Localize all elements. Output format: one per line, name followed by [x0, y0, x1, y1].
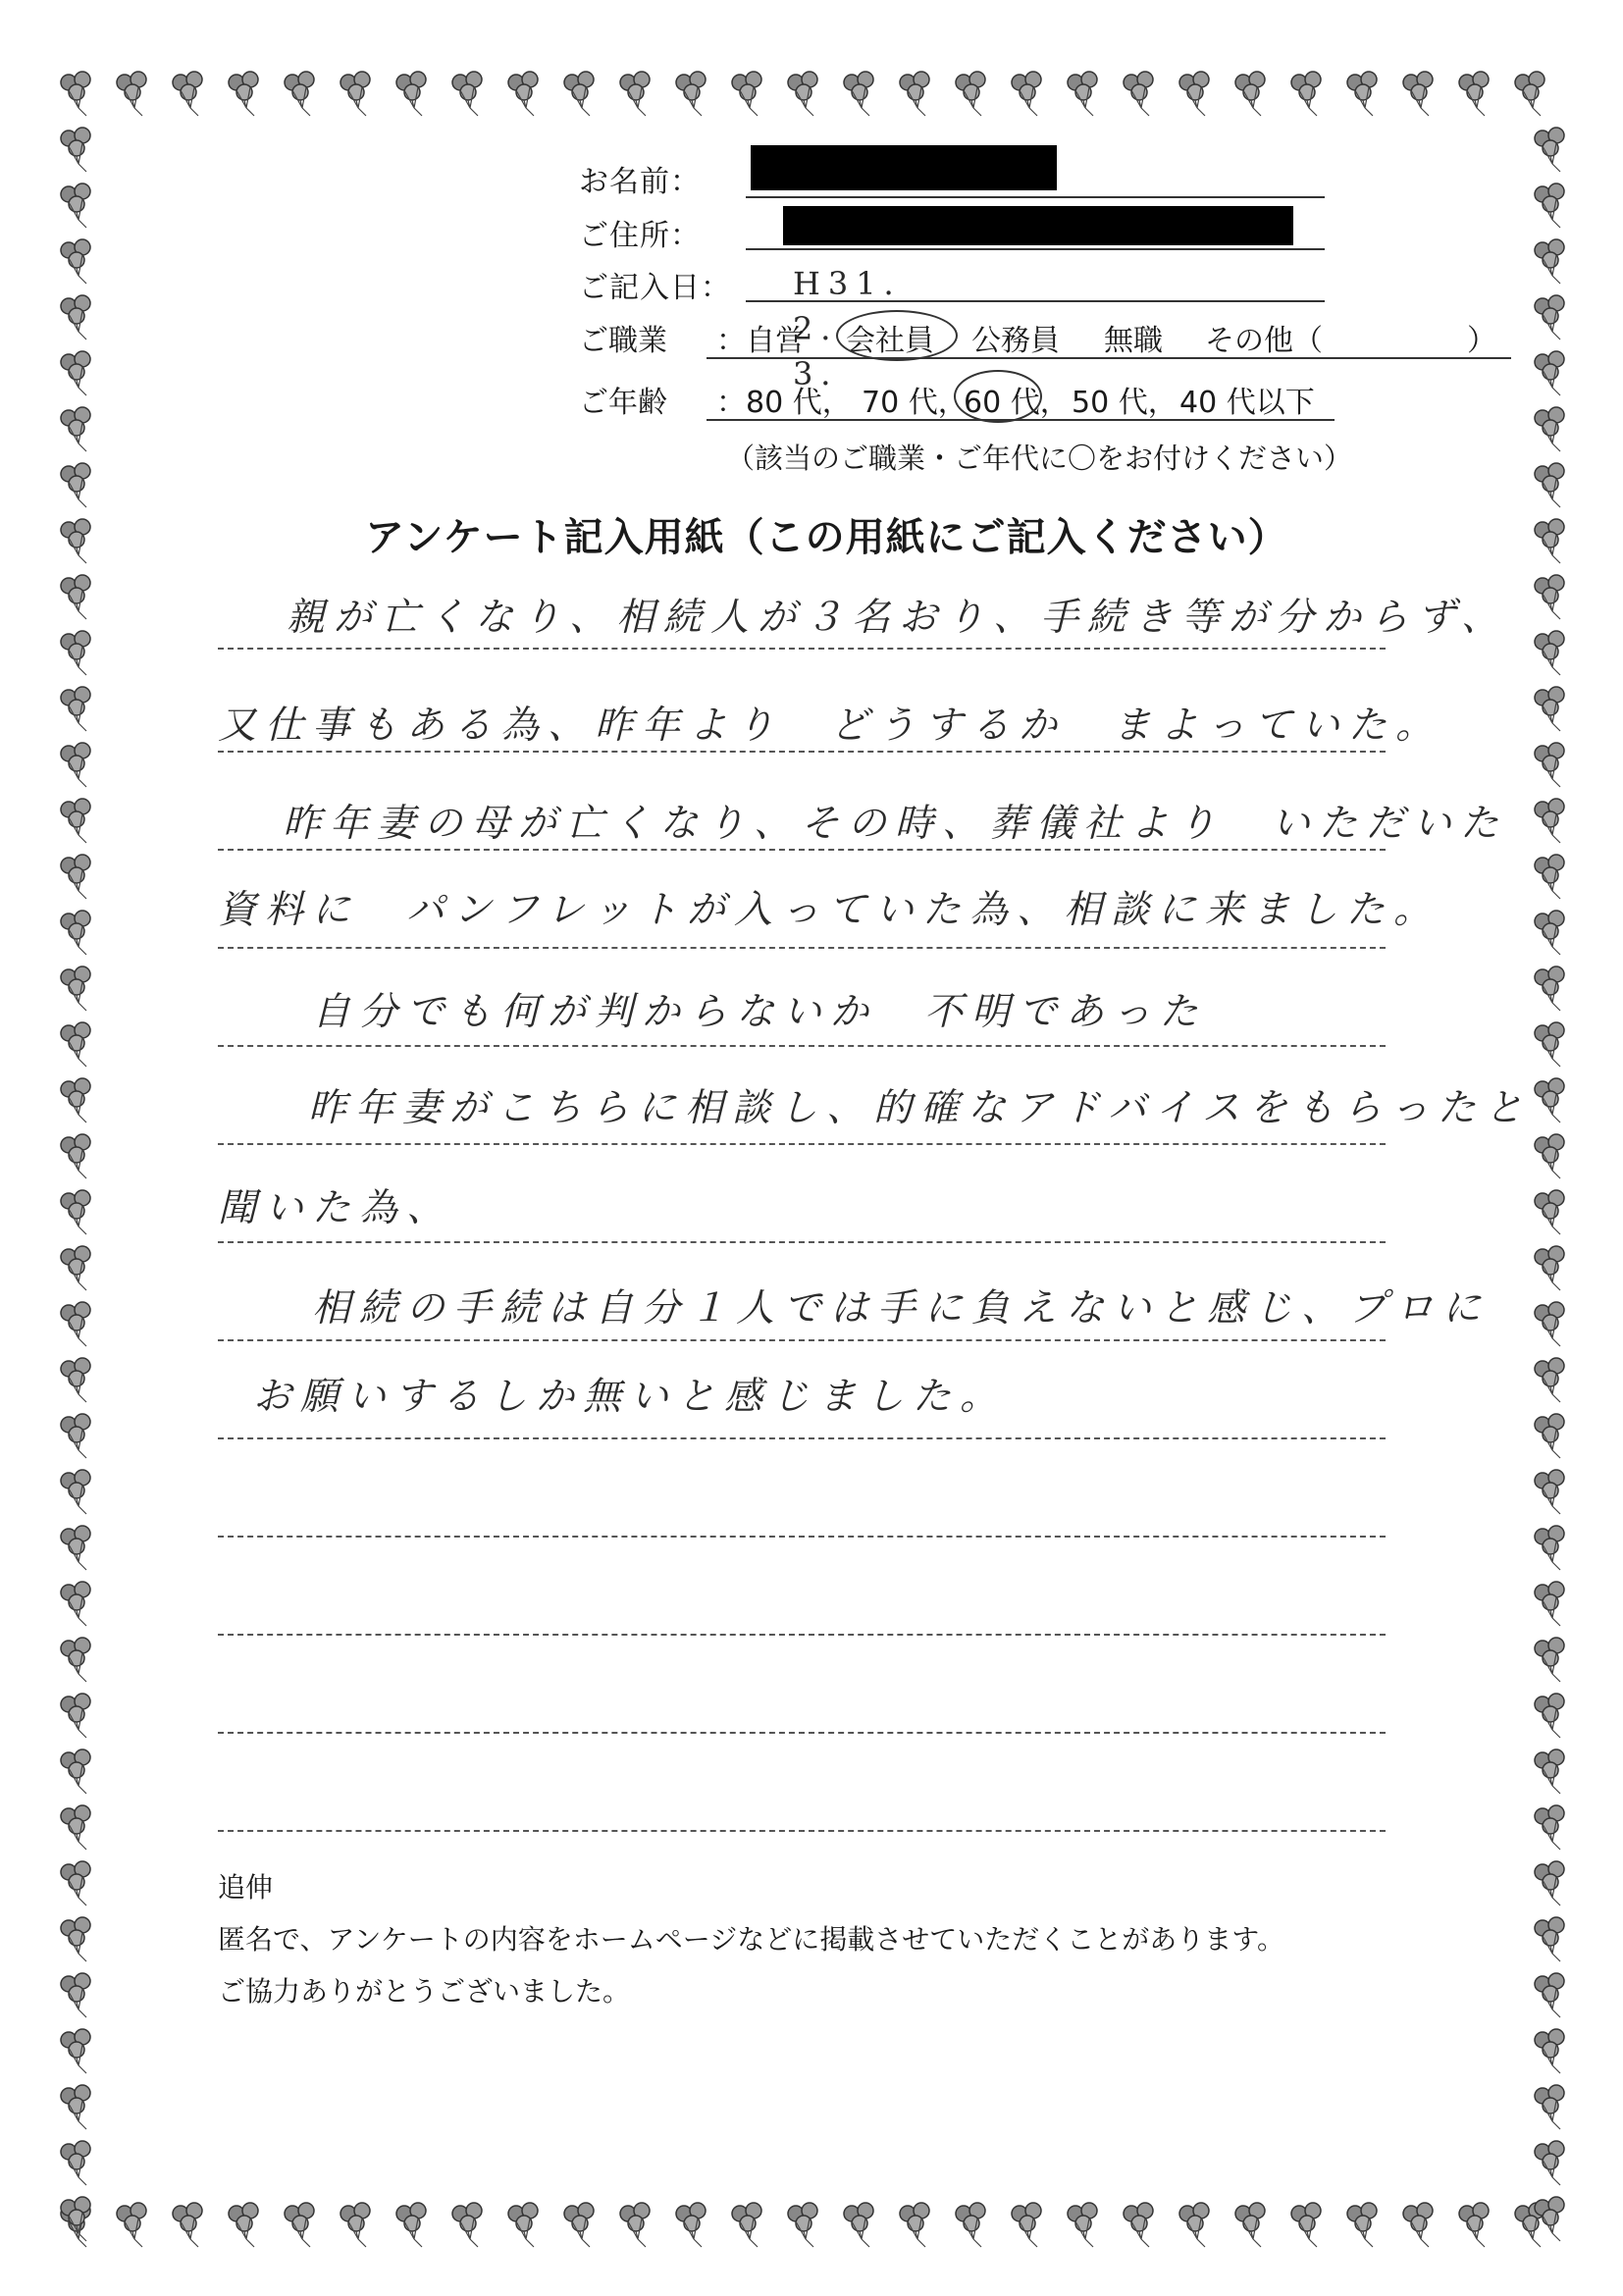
balloon-cluster-icon	[1535, 1749, 1564, 1794]
balloon-cluster-icon	[1535, 407, 1564, 451]
balloon-cluster-icon	[508, 72, 538, 116]
balloon-cluster-icon	[1535, 1805, 1564, 1850]
occupation-selected-circle	[836, 310, 958, 361]
occupation-row	[579, 316, 1501, 359]
balloon-cluster-icon	[61, 1022, 90, 1067]
balloon-cluster-icon	[61, 1638, 90, 1682]
occupation-option-civil-servant: 公務員	[971, 324, 1060, 358]
balloon-cluster-icon	[1535, 1190, 1564, 1234]
date-label: ご記入日：	[579, 271, 731, 305]
balloon-cluster-icon	[173, 72, 202, 116]
balloon-cluster-icon	[61, 1749, 90, 1794]
balloon-cluster-icon	[1535, 1917, 1564, 1961]
ruled-line-4	[218, 947, 1386, 949]
balloon-cluster-icon	[117, 2203, 146, 2247]
balloon-cluster-icon	[1535, 463, 1564, 507]
balloon-cluster-icon	[620, 72, 650, 116]
balloon-cluster-icon	[1535, 1022, 1564, 1067]
balloon-cluster-icon	[1291, 72, 1321, 116]
address-label: ご住所：	[579, 219, 701, 253]
balloon-cluster-icon	[1535, 911, 1564, 955]
balloon-cluster-icon	[61, 1973, 90, 2017]
answer-line-9: お願いするしか無いと感じました。	[253, 1375, 1008, 1419]
balloon-cluster-icon	[396, 2203, 426, 2247]
selection-instruction: （該当のご職業・ご年代に〇をお付けください）	[726, 442, 1353, 475]
balloon-cluster-icon	[564, 2203, 594, 2247]
balloon-cluster-icon	[61, 911, 90, 955]
balloon-cluster-icon	[1535, 799, 1564, 843]
ruled-line-10	[218, 1536, 1386, 1538]
balloon-cluster-icon	[1535, 1302, 1564, 1346]
ruled-line-5	[218, 1045, 1386, 1047]
balloon-cluster-icon	[1535, 239, 1564, 284]
balloon-cluster-icon	[61, 1358, 90, 1402]
ruled-line-8	[218, 1339, 1386, 1341]
balloon-cluster-icon	[900, 72, 929, 116]
balloon-cluster-icon	[61, 2085, 90, 2129]
ruled-line-1	[218, 648, 1386, 650]
occupation-option-self-employed: 自営	[746, 324, 805, 358]
balloon-cluster-icon	[117, 72, 146, 116]
balloon-cluster-icon	[61, 1694, 90, 1738]
balloon-cluster-icon	[1124, 72, 1153, 116]
balloon-cluster-icon	[1535, 183, 1564, 228]
balloon-cluster-icon	[1012, 72, 1041, 116]
occupation-option-other: その他（	[1205, 324, 1323, 358]
balloon-cluster-icon	[1068, 72, 1097, 116]
balloon-cluster-icon	[229, 2203, 258, 2247]
balloon-cluster-icon	[1535, 1861, 1564, 1905]
balloon-cluster-icon	[1515, 72, 1544, 116]
answer-line-3: 昨年妻の母が亡くなり、その時、葬儀社より いただいた	[283, 802, 1508, 846]
date-value: H31．2．3．	[793, 265, 923, 392]
balloon-cluster-icon	[956, 72, 985, 116]
balloon-cluster-icon	[1535, 1078, 1564, 1122]
balloon-cluster-icon	[1235, 2203, 1265, 2247]
balloon-cluster-icon	[844, 2203, 873, 2247]
balloon-cluster-icon	[61, 1078, 90, 1122]
balloon-cluster-icon	[1068, 2203, 1097, 2247]
balloon-cluster-icon	[452, 72, 482, 116]
balloon-cluster-icon	[61, 1917, 90, 1961]
occupation-colon: ：	[716, 324, 746, 358]
balloon-cluster-icon	[1535, 1694, 1564, 1738]
address-redaction	[783, 206, 1293, 245]
balloon-cluster-icon	[620, 2203, 650, 2247]
balloon-cluster-icon	[61, 295, 90, 339]
balloon-cluster-icon	[508, 2203, 538, 2247]
answer-line-1: 親が亡くなり、相続人が３名おり、手続き等が分からず、	[287, 596, 1508, 640]
balloon-cluster-icon	[1291, 2203, 1321, 2247]
balloon-cluster-icon	[1459, 2203, 1489, 2247]
occupation-option-unemployed: 無職	[1104, 324, 1163, 358]
balloon-cluster-icon	[1124, 2203, 1153, 2247]
balloon-cluster-icon	[61, 1526, 90, 1570]
ruled-line-3	[218, 849, 1386, 851]
answer-line-6: 昨年妻がこちらに相談し、的確なアドバイスをもらったと	[308, 1086, 1532, 1130]
balloon-cluster-icon	[676, 72, 706, 116]
balloon-cluster-icon	[1535, 295, 1564, 339]
age-option-80s: 80 代，	[746, 386, 852, 420]
answer-line-7: 聞いた為、	[218, 1186, 454, 1230]
balloon-cluster-icon	[1535, 1358, 1564, 1402]
balloon-cluster-icon	[1535, 687, 1564, 731]
balloon-cluster-icon	[900, 2203, 929, 2247]
balloon-cluster-icon	[1235, 72, 1265, 116]
balloon-cluster-icon	[396, 72, 426, 116]
balloon-cluster-icon	[732, 2203, 761, 2247]
postscript-heading: 追伸	[218, 1871, 274, 1904]
age-row	[579, 378, 1344, 421]
form-title: アンケート記入用紙（この用紙にご記入ください）	[365, 515, 1288, 560]
balloon-cluster-icon	[61, 799, 90, 843]
balloon-cluster-icon	[61, 463, 90, 507]
balloon-cluster-icon	[1179, 2203, 1209, 2247]
balloon-cluster-icon	[61, 1805, 90, 1850]
occupation-line	[707, 357, 1511, 359]
answer-line-5: 自分でも何が判からないか 不明であった	[312, 990, 1207, 1034]
balloon-cluster-icon	[1535, 1134, 1564, 1178]
balloon-cluster-icon	[956, 2203, 985, 2247]
balloon-cluster-icon	[61, 2029, 90, 2073]
balloon-cluster-icon	[61, 966, 90, 1011]
balloon-cluster-icon	[61, 72, 90, 116]
answer-line-8: 相続の手続は自分１人では手に負えないと感じ、プロに	[312, 1286, 1491, 1331]
name-field-line	[746, 196, 1325, 198]
age-selected-circle	[954, 370, 1042, 423]
balloon-cluster-icon	[61, 1414, 90, 1458]
balloon-cluster-icon	[173, 2203, 202, 2247]
name-label: お名前：	[579, 165, 701, 199]
balloon-cluster-icon	[1535, 1638, 1564, 1682]
balloon-cluster-icon	[61, 1190, 90, 1234]
balloon-cluster-icon	[1535, 351, 1564, 395]
balloon-cluster-icon	[1535, 2029, 1564, 2073]
balloon-cluster-icon	[1535, 631, 1564, 675]
balloon-cluster-icon	[61, 1582, 90, 1626]
balloon-cluster-icon	[732, 72, 761, 116]
balloon-cluster-icon	[61, 1861, 90, 1905]
postscript-line-2: ご協力ありがとうございました。	[218, 1975, 631, 2008]
balloon-cluster-icon	[61, 351, 90, 395]
balloon-cluster-icon	[61, 631, 90, 675]
balloon-cluster-icon	[340, 2203, 370, 2247]
balloon-cluster-icon	[61, 1246, 90, 1290]
balloon-cluster-icon	[564, 72, 594, 116]
ruled-line-2	[218, 751, 1386, 753]
ruled-line-13	[218, 1830, 1386, 1832]
occupation-option-company-employee: 会社員	[846, 324, 934, 358]
balloon-cluster-icon	[1535, 743, 1564, 787]
ruled-line-6	[218, 1143, 1386, 1145]
balloon-cluster-icon	[1459, 72, 1489, 116]
balloon-cluster-icon	[788, 2203, 817, 2247]
balloon-cluster-icon	[61, 1134, 90, 1178]
balloon-cluster-icon	[1347, 72, 1377, 116]
balloon-cluster-icon	[1535, 1526, 1564, 1570]
age-colon: ：	[716, 386, 746, 420]
balloon-cluster-icon	[61, 1470, 90, 1514]
balloon-cluster-icon	[1179, 72, 1209, 116]
balloon-cluster-icon	[1535, 128, 1564, 172]
answer-line-4: 資料に パンフレットが入っていた為、相談に来ました。	[218, 888, 1441, 932]
balloon-cluster-icon	[340, 72, 370, 116]
occupation-other-close: ）	[1467, 324, 1496, 358]
balloon-cluster-icon	[61, 855, 90, 899]
age-option-70s: 70 代，	[862, 386, 968, 420]
age-option-40s-under: 40 代以下	[1179, 386, 1315, 420]
balloon-cluster-icon	[61, 407, 90, 451]
answer-line-2: 又仕事もある為、昨年より どうするか まよっていた。	[218, 704, 1443, 748]
address-field-line	[746, 248, 1325, 250]
balloon-cluster-icon	[788, 72, 817, 116]
balloon-cluster-icon	[1535, 1414, 1564, 1458]
balloon-cluster-icon	[61, 687, 90, 731]
balloon-cluster-icon	[1535, 966, 1564, 1011]
ruled-line-7	[218, 1241, 1386, 1243]
ruled-line-9	[218, 1437, 1386, 1439]
balloon-cluster-icon	[1535, 1246, 1564, 1290]
balloon-cluster-icon	[61, 743, 90, 787]
balloon-cluster-icon	[1535, 2141, 1564, 2185]
balloon-cluster-icon	[61, 519, 90, 563]
balloon-cluster-icon	[1535, 2085, 1564, 2129]
balloon-cluster-icon	[61, 2141, 90, 2185]
occupation-label: ご職業	[579, 324, 667, 358]
age-option-50s: 50 代，	[1072, 386, 1178, 420]
balloon-cluster-icon	[1535, 519, 1564, 563]
balloon-cluster-icon	[1535, 855, 1564, 899]
balloon-cluster-icon	[676, 2203, 706, 2247]
age-option-60s: 60 代，	[964, 386, 1070, 420]
balloon-cluster-icon	[285, 2203, 314, 2247]
balloon-cluster-icon	[285, 72, 314, 116]
balloon-cluster-icon	[229, 72, 258, 116]
balloon-cluster-icon	[1403, 2203, 1433, 2247]
date-field-line	[746, 300, 1325, 302]
balloon-cluster-icon	[1403, 72, 1433, 116]
ruled-line-11	[218, 1634, 1386, 1636]
name-redaction	[751, 145, 1057, 190]
balloon-cluster-icon	[1535, 2197, 1564, 2241]
balloon-cluster-icon	[61, 183, 90, 228]
age-label: ご年齢	[579, 386, 667, 420]
balloon-cluster-icon	[61, 575, 90, 619]
balloon-cluster-icon	[61, 128, 90, 172]
age-line	[707, 419, 1335, 421]
balloon-cluster-icon	[844, 72, 873, 116]
balloon-cluster-icon	[61, 1302, 90, 1346]
balloon-cluster-icon	[1535, 575, 1564, 619]
ruled-line-12	[218, 1732, 1386, 1734]
balloon-cluster-icon	[1347, 2203, 1377, 2247]
postscript-line-1: 匿名で、アンケートの内容をホームページなどに掲載させていただくことがあります。	[218, 1923, 1284, 1956]
balloon-cluster-icon	[1535, 1582, 1564, 1626]
balloon-cluster-icon	[1535, 1973, 1564, 2017]
balloon-cluster-icon	[1012, 2203, 1041, 2247]
balloon-cluster-icon	[61, 239, 90, 284]
balloon-cluster-icon	[1535, 1470, 1564, 1514]
balloon-cluster-icon	[452, 2203, 482, 2247]
